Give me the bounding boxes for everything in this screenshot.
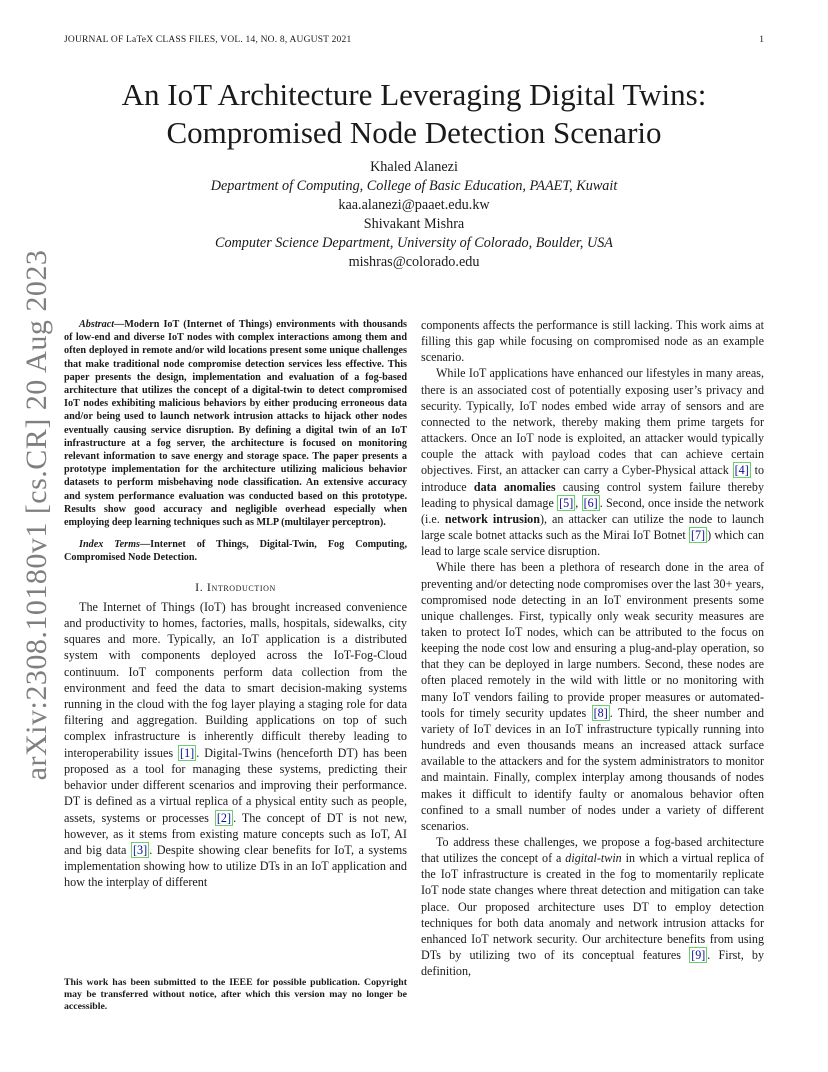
bold-term: network intrusion xyxy=(444,511,540,526)
page-number: 1 xyxy=(759,35,764,45)
right-column xyxy=(421,317,764,979)
citation-link[interactable]: [9] xyxy=(691,948,706,963)
index-terms-text: —Internet of Things, Digital-Twin, Fog Computing, Compromised Node Detection. xyxy=(64,539,407,564)
text-run: To address these challenges, we propose a fog-based architecture that utilizes the concept of a xyxy=(421,835,764,866)
arxiv-stamp xyxy=(12,249,62,781)
citation-link[interactable]: [1] xyxy=(180,745,195,760)
intro-paragraph-2 xyxy=(421,365,764,559)
section-title: Introduction xyxy=(206,579,276,594)
text-run: While there has been a plethora of research done in the area of preventing and/or detecting node compromises over the last 30+ years, compromised node detecting in an IoT environment presents some unique challenges. First, typically only weak security measures are taken to protect IoT nodes, which can be attributed to the focus on keeping the node cost low and ensuring a plug-and-play operation, so that they can be deployed in large numbers. Second, these nodes are often placed remotely in the wild with little or no monitoring with many IoT vendors failing to provide proper measures or automated-tools for timely security updates xyxy=(421,560,764,720)
text-run: in which a virtual replica of the IoT infrastructure is created in the fog to momentarily replicate IoT node state changes where threat detection and mitigation can take place. Our proposed architecture uses DT to employ detection techniques for both data anomaly and network intrusion attacks for enhanced IoT network security. Our architecture benefits from using DTs by utilizing two of its conceptual features xyxy=(421,851,764,963)
author-1-name: Khaled Alanezi xyxy=(370,159,458,175)
text-run: . The concept of DT is not new, however, as it stems from existing mature concepts such as IoT, AI and big data xyxy=(64,810,408,857)
author-2-name: Shivakant Mishra xyxy=(363,216,465,232)
text-run: . First, by definition, xyxy=(421,948,764,979)
citation-link[interactable]: [3] xyxy=(132,842,148,857)
section-heading-introduction xyxy=(64,579,407,595)
abstract-text: —Modern IoT (Internet of Things) environments with thousands of low-end and diverse IoT nodes with complex interactions among them and often deployed in remote and/or wild locations present some unique challenges that make traditional node compromise detection services less effective. This paper presents the design, implementation and evaluation of a fog-based architecture that utilizes the concept of a digital-twin to detect compromised IoT nodes exhibiting malicious behaviors by either producing erroneous data and/or being used to launch network intrusion attacks to hijack other nodes eventually causing service disruption. By defining a digital twin of an IoT infrastructure at a fog server, the architecture is focused on monitoring relevant information to save energy and storage space. The paper presents a prototype implementation for the architecture utilizing malicious behavior datasets to perform misbehaving node classification. An extensive accuracy and system performance evaluation was conducted based on this prototype. Results show good accuracy and negligible overhead especially when employing deep learning techniques such as MLP (multilayer perceptron). xyxy=(64,319,407,529)
intro-paragraph-3 xyxy=(421,559,764,834)
text-run: ), an attacker can utilize the node to launch large scale botnet attacks such as the Mirai IoT Botnet xyxy=(421,511,764,543)
index-terms-lead: Index Terms xyxy=(79,539,140,551)
title-line-1: An IoT Architecture Leveraging Digital Twins: xyxy=(121,77,707,112)
footnote: This work has been submitted to the IEEE for possible publication. Copyright may be transferred without notice, after which this version may no longer be accessible. xyxy=(64,977,407,1013)
text-run: to introduce xyxy=(421,463,764,494)
text-run: While IoT applications have enhanced our lifestyles in many areas, there is an associated cost of potentially exposing user’s privacy and security. Typically, IoT nodes embed wide array of sensors and are connected to the network, thereby making them prime targets for attackers. Once an IoT node is exploited, an attacker would typically couple the attack with payload codes that can achieve certain objectives. First, an attacker can carry a Cyber-Physical attack xyxy=(421,366,764,478)
author-1-affiliation: Department of Computing, College of Basic Education, PAAET, Kuwait xyxy=(210,178,618,194)
text-run: . Third, the sheer number and variety of IoT devices in an IoT infrastructure typically running into hundreds and even thousands means an increased attack surface available to the attackers and for the system administrators to monitor and maintain. Finally, complex interplay among thousands of nodes makes it difficult to identify faulty or anomalous behavior often confined to a small number of nodes under a variety of different scenarios. xyxy=(421,705,764,833)
arxiv-stamp-text: arXiv:2308.10180v1 [cs.CR] 20 Aug 2023 xyxy=(20,249,53,781)
title-line-2: Compromised Node Detection Scenario xyxy=(166,115,662,150)
paper-title xyxy=(64,76,764,152)
section-numeral: I. xyxy=(195,579,204,594)
abstract xyxy=(64,318,407,529)
text-run: . Second, once inside the network (i.e. xyxy=(421,495,765,526)
left-column xyxy=(64,318,407,891)
text-run: causing control system failure thereby leading to physical damage xyxy=(421,479,765,510)
citation-link[interactable]: [7] xyxy=(690,528,706,543)
citation-link[interactable]: [8] xyxy=(593,705,608,720)
bold-term: data anomalies xyxy=(473,479,556,494)
text-run: . Digital-Twins (henceforth DT) has been proposed as a tool for managing these systems, predicting their behavior under different scenarios and improving their performance. DT is defined as a virtual replica of a physical entity such as people, assets, systems or processes xyxy=(64,745,407,825)
text-run: ) which can lead to large scale service disruption. xyxy=(421,528,764,559)
intro-paragraph-1-continued: components affects the performance is still lacking. This work aims at filling this gap while focusing on compromised node as an example scenario. xyxy=(421,318,764,365)
abstract-lead: Abstract xyxy=(79,319,115,330)
intro-paragraph-1 xyxy=(64,599,407,891)
text-run: The Internet of Things (IoT) has brought increased convenience and productivity to homes, factories, malls, hospitals, sidewalks, city squares and more. Typically, an IoT application is a distributed system with components deployed across the IoT-Fog-Cloud continuum. IoT components perform data collection from the environment and feed the data to smart decision-making systems running in the cloud with the fog layer playing a staging role for data filtering and aggregation. Building applications on top of such complex infrastructure is inherently difficult thereby leading to interoperability issues xyxy=(64,599,407,760)
author-block xyxy=(64,158,764,272)
citation-link[interactable]: [6] xyxy=(583,495,598,510)
text-run: . Despite showing clear benefits for IoT, a systems implementation showing how to utilize DTs in an IoT application and how the interplay of different xyxy=(64,842,407,890)
text-run: , xyxy=(575,495,582,510)
author-2-email: mishras@colorado.edu xyxy=(348,254,480,270)
author-2-affiliation: Computer Science Department, University of Colorado, Boulder, USA xyxy=(215,235,613,251)
running-header: JOURNAL OF LaTeX CLASS FILES, VOL. 14, NO. 8, AUGUST 2021 xyxy=(64,35,352,45)
index-terms xyxy=(64,538,407,564)
citation-link[interactable]: [4] xyxy=(734,463,749,478)
intro-paragraph-4 xyxy=(421,834,764,979)
citation-link[interactable]: [2] xyxy=(216,810,232,825)
italic-term: digital-twin xyxy=(565,851,622,866)
citation-link[interactable]: [5] xyxy=(559,495,574,510)
author-1-email: kaa.alanezi@paaet.edu.kw xyxy=(338,197,490,213)
